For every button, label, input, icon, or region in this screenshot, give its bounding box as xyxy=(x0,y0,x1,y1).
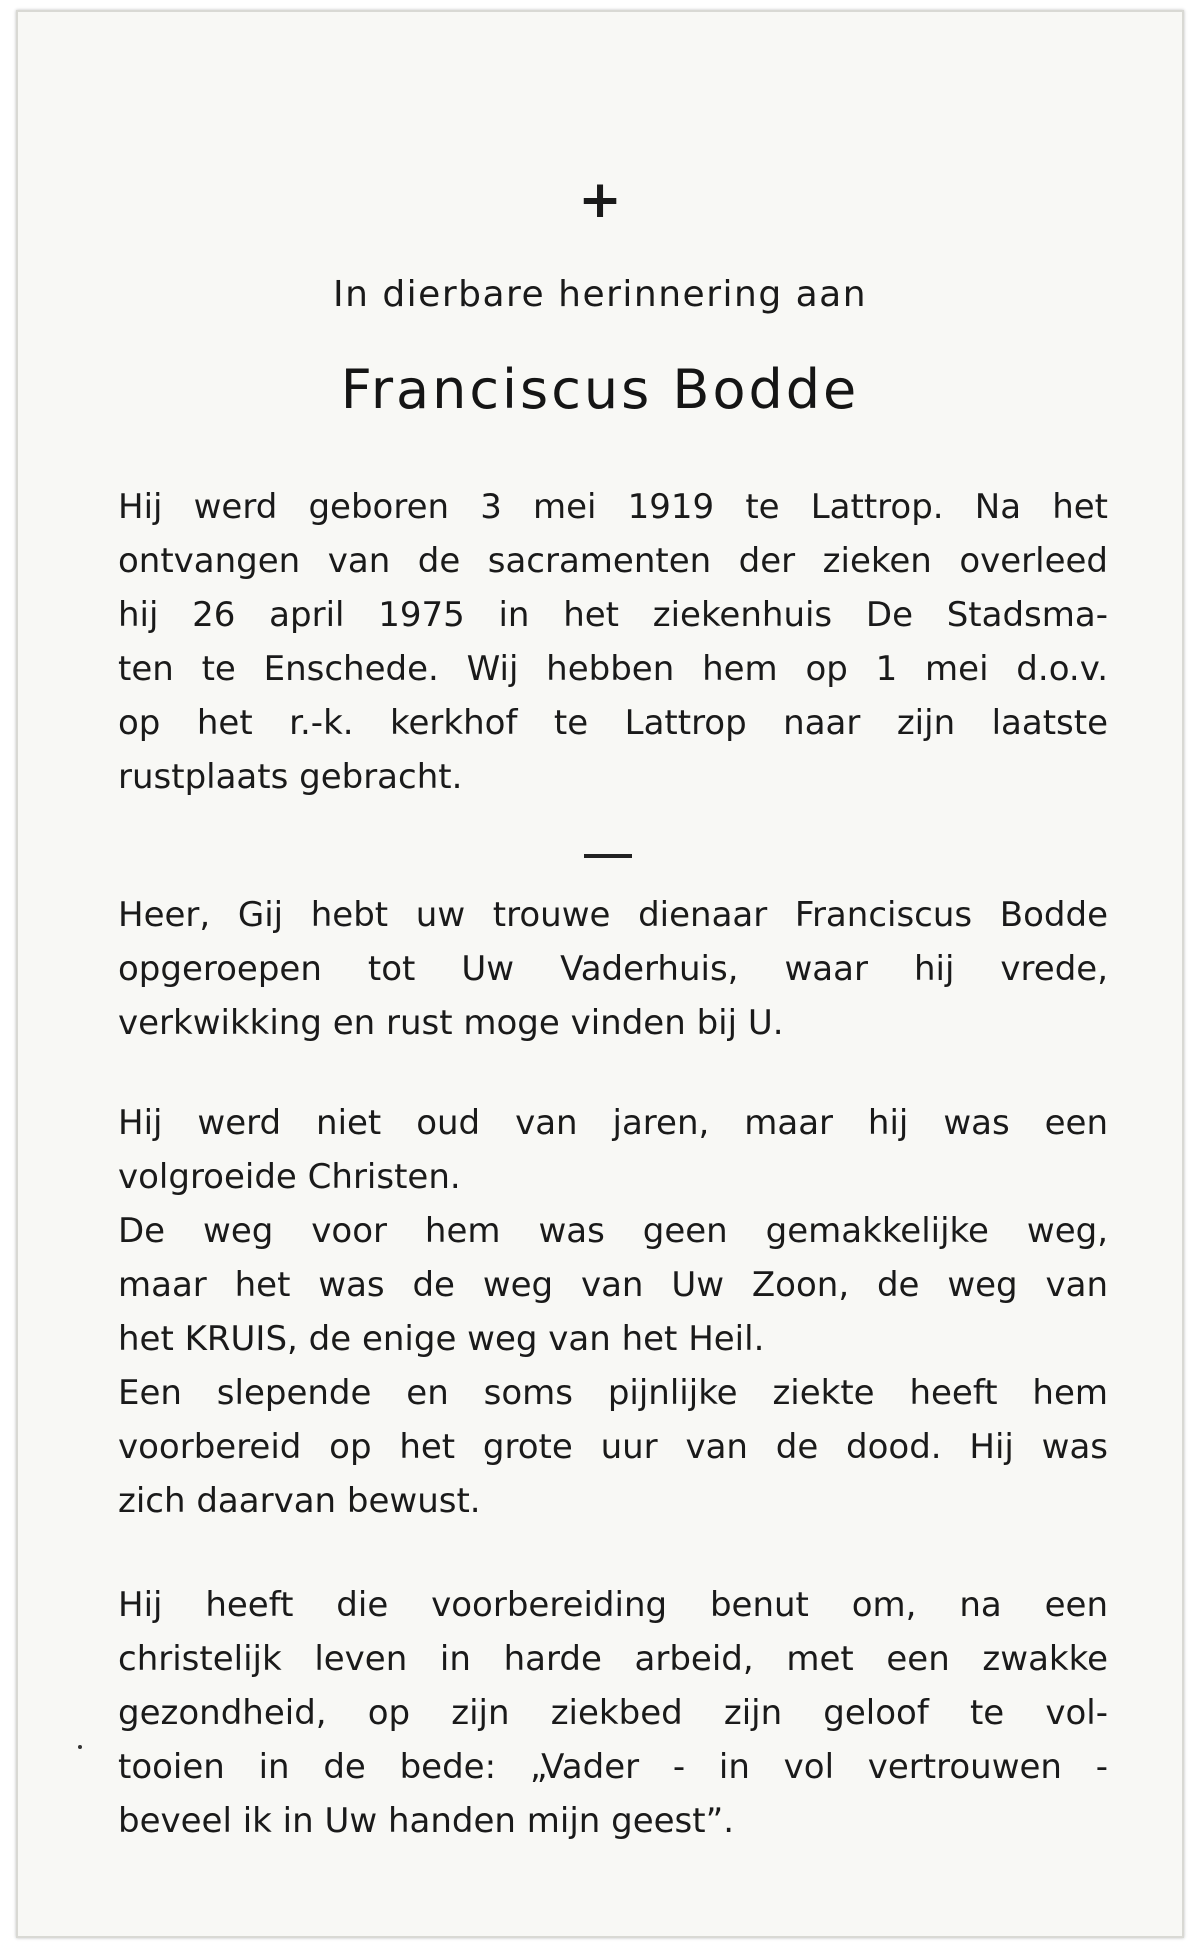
text-line: Hij werd geboren 3 mei 1919 te Lattrop. Na het xyxy=(118,487,1108,527)
text-line: ten te Enschede. Wij hebben hem op 1 mei d.o.v. xyxy=(118,649,1108,689)
closing-paragraph xyxy=(118,1578,1108,1848)
memorial-card xyxy=(16,10,1184,1938)
text-line: gezondheid, op zijn ziekbed zijn geloof te vol- xyxy=(118,1693,1108,1733)
text-line: het KRUIS, de enige weg van het Heil. xyxy=(118,1319,765,1359)
text-line: ontvangen van de sacramenten der zieken overleed xyxy=(118,541,1108,581)
print-speck xyxy=(78,1745,82,1749)
biography-paragraph xyxy=(118,480,1108,804)
text-line: voorbereid op het grote uur van de dood. Hij was xyxy=(118,1427,1108,1467)
deceased-name: Franciscus Bodde xyxy=(340,358,860,421)
text-line: tooien in de bede: „Vader - in vol vertrouwen - xyxy=(118,1747,1108,1787)
text-line: verkwikking en rust moge vinden bij U. xyxy=(118,1003,784,1043)
text-line: zich daarvan bewust. xyxy=(118,1481,481,1521)
text-line: volgroeide Christen. xyxy=(118,1157,461,1197)
text-line: Hij heeft die voorbereiding benut om, na een xyxy=(118,1585,1108,1625)
cross-icon: + xyxy=(578,170,622,230)
text-line: Hij werd niet oud van jaren, maar hij was een xyxy=(118,1103,1108,1143)
section-divider xyxy=(584,854,632,858)
intro-heading: In dierbare herinnering aan xyxy=(332,274,868,315)
text-line: maar het was de weg van Uw Zoon, de weg van xyxy=(118,1265,1108,1305)
text-line: op het r.-k. kerkhof te Lattrop naar zijn laatste xyxy=(118,703,1108,743)
reflection-paragraph xyxy=(118,1096,1108,1528)
text-line: hij 26 april 1975 in het ziekenhuis De Stadsma- xyxy=(118,595,1108,635)
text-line: opgeroepen tot Uw Vaderhuis, waar hij vrede, xyxy=(118,949,1108,989)
text-line: De weg voor hem was geen gemakkelijke weg, xyxy=(118,1211,1108,1251)
text-line: beveel ik in Uw handen mijn geest”. xyxy=(118,1801,735,1841)
text-line: Heer, Gij hebt uw trouwe dienaar Franciscus Bodde xyxy=(118,895,1108,935)
text-line: rustplaats gebracht. xyxy=(118,757,463,797)
prayer-paragraph xyxy=(118,888,1108,1050)
text-line: Een slepende en soms pijnlijke ziekte heeft hem xyxy=(118,1373,1108,1413)
text-line: christelijk leven in harde arbeid, met een zwakke xyxy=(118,1639,1108,1679)
